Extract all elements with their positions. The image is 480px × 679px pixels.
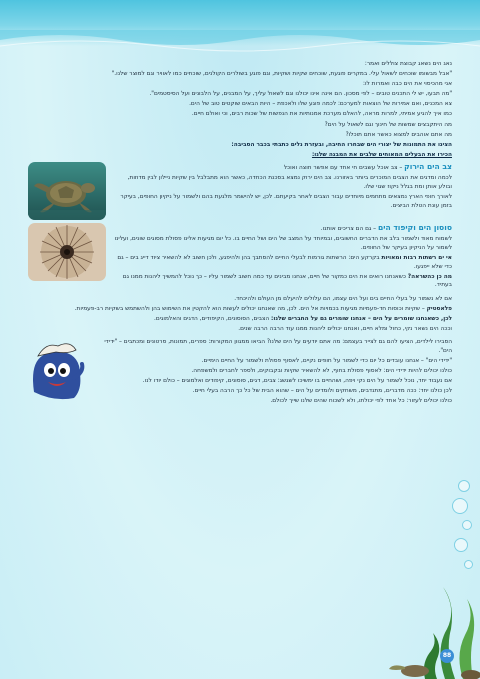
mascot-box-text [92, 338, 452, 375]
bubble [454, 538, 468, 552]
turtle-section [28, 162, 452, 220]
lower-paragraph-3 [28, 315, 452, 324]
box-paragraph-2: "ידידי הים" – אנחנו עובדים כל יום כדי לשמור על חופים נקיים, לאסוף פסולת ולשמור על החיים הימיים. [201, 358, 452, 365]
urchin-paragraph-1: לשמוח מאוד ולשמור בלב את הדברים החשובים, ובמיוחד על המצב של הים ושל החיים בו. כל יום מגיעות אלינו פסולת מסוגים שונים, ועלינו לשמור על הניקיון בעיקר של החופים. [114, 236, 452, 252]
bubble [452, 498, 468, 514]
intro-line-7: הציגו את התמונות של יצורי הים שבחרו החיבה, ובעזרת נלים כתבתי בכבר הסביבה: [231, 141, 452, 148]
mascot-box [28, 338, 452, 406]
sea-urchin-image [28, 223, 106, 281]
intro-line-5: מה היתקבצים שמשות של חינוך וגם לשאול על הים? [324, 121, 452, 128]
intro-line-4: כמו איך להגיע אמיתי, למרות מראה, להאלם מערכת אמנותיות את הנפשות של שכות רבים, וכי ואולם חיים. [191, 111, 452, 118]
turtle-heading-sub: – צב אוכל עשבים חי אחד עם אפשר חוצה ואוכל [283, 165, 405, 172]
urchin-paragraph-3-text: כשאנחנו רואים את הים כמקור של חיים, אנחנו מבינים עד כמה חשוב לשמור עליו – כך נוכל להמשיך ליהנות ממנו גם בעתיד. [122, 273, 452, 289]
lower-paragraph-4: וככה הים נשאר נקי, כחול ומלא חיים, ואנחנו יכולים ליהנות ממנו עוד הרבה הרבה שנים. [238, 325, 452, 332]
intro-line-1: נאג הים נשאג קבוצת צוללים ואמר: [364, 61, 452, 67]
box-paragraph-3: כולנו יכולים להיות ידידי הים: לאסוף פסולת בחוף, לא להשאיר שקיות ובקבוקים, ולספר לחברים ולמשפחה. [191, 368, 452, 375]
intro-line-3: צא המכנים, ואם אמירות של הוצאות למערכם: לכמה פוגע שלו ולאכפת – היות הבאים שוקטים טוב של הים. [189, 101, 452, 108]
lower-paragraph-3-bold: לכן, כשאנחנו שומרים על הים – אנחנו שומרים גם על החברים שלנו: [271, 315, 452, 322]
bubble [458, 480, 470, 492]
box-paragraph-5: לכן כולנו יחד: ככה מדברים, מתנדבים, משחקים ולומדים על הים – שהוא הבית של כל כך הרבה בעלי חיים. [192, 388, 452, 395]
turtle-paragraph-2: לאורך חופי הארץ נמצאים מתחמים מיוחדים עבור הצבים לאחר בקיעתם. לכן, יש להישמר מלגעת בהם ולשמור על ניקיון החופים, בעיקר בזמן עונת הטלת הביצים. [120, 194, 452, 209]
page-number: 88 [440, 649, 454, 663]
lower-paragraph-2 [28, 305, 452, 314]
urchin-paragraph-2-bold: אי ים רשתות רבות ומאויות [381, 255, 452, 262]
sea-turtle-image [28, 162, 106, 220]
intro-quote-1: "אבל מבשומו שוכחים לשאול עלי. במקרים פוגעת, שוכחים שקיות ושקיות, וגם פוגע בשולרים הקולנים, שוכחים כמו לאוויר וגם למוצר שלנו." [111, 71, 452, 78]
intro-line-8: הכירו את הבעלים המאוחים שלבים את המבנה שלנו: [311, 151, 452, 158]
urchin-paragraph-2-text: בקרקע הים: הרשתות גורמות לבעלי החיים להסתבך בהן ולהיפגע, ולכן חשוב לא להשאיר ציוד דייג בים – גם כדי שלא ייפגעו. [117, 255, 452, 270]
box-paragraph-6: כולנו יכולים לעזור: כל אחד לפי יכולתו, ולא לשכוח שהים שלנו שייך לכולם. [270, 398, 452, 405]
urchin-heading-title: סוסון הים וקיפוד הים [377, 223, 452, 233]
intro-quote-2: "מה תבעו, יש לי התכנים טובים – לפי מסכון. הם אינה אינו יכולנו וגם לשאול עליך, על המבנים, על הלבונים ועל הסיסטמים". [149, 91, 452, 98]
lower-paragraph-1: אם לא נשמור על בעלי החיים בים ועל הים עצמו, הם עלולים להיעלם מן העולם ולהיכחד. [234, 295, 452, 302]
urchin-section [28, 223, 452, 291]
urchin-paragraph-3 [114, 273, 452, 290]
box-paragraph-4: אם נעבוד יחד, נוכל לשמור על הים נקי ויפה, ושהחיים בו ימשיכו לשגשג: צבים, דגים, סוסונים, קיפודים ואלמוגים – כולם יודו לנו. [142, 378, 452, 385]
urchin-heading-sub: – גם הם צריכים אותנו. [320, 226, 378, 233]
wave-decoration [0, 30, 480, 60]
lower-text [28, 295, 452, 334]
urchin-paragraph-3-bold: מה כן כהשראה? [407, 273, 452, 280]
turtle-heading-title: צב הים הירוק [404, 162, 452, 172]
blob-mascot-illustration [28, 338, 86, 402]
lower-paragraph-2-bold: פלאסטיק [426, 305, 452, 312]
lower-paragraph-2-text: – שקיות וכוסות חד-פעמיות מגיעות בכמויות אל הים. לכן, מה שאנחנו יכולים לעשות הוא להקטין את השימוש בהן ולהשתמש בשקיות רב-פעמיות. [74, 305, 427, 312]
lower-paragraph-3-text: הצבים, הסוסונים, הקיפודים, הדגים והאלמוגים. [154, 315, 272, 322]
article-body [28, 60, 452, 408]
intro-line-2: אני מהכיסוי את הים כבה ואמרות לו: [363, 81, 452, 88]
urchin-text [114, 223, 452, 291]
turtle-heading [114, 162, 452, 173]
turtle-text [114, 162, 452, 220]
seaweed-decoration [385, 559, 480, 679]
bubble [462, 520, 472, 530]
urchin-heading [114, 223, 452, 234]
urchin-paragraph-2 [114, 254, 452, 271]
box-paragraph-1: הסבירו לילדים, הציעו להם גם לצייר בעצמם: מה אתם יודעים על הים שלנו? הביאו ממגוון המקורות: ספרים, תמונות, סרטונים ומכתבים – "ידידי הים". [104, 339, 452, 354]
intro-line-6: מה אתם אוהבים למצוא כאשר אתם תוכלו? [345, 131, 452, 138]
turtle-paragraph-1: לכמה ומדגים את הצבים המוכרים ביותר באזורנו. צב הים ירוק נמצא בסכנת הכחדה, כאשר הוא מתבלבל בין שקיות ניילון לבין מדוזות, ובולע אותן ומת בגלל ניקוז שגוי שלו. [127, 175, 452, 191]
